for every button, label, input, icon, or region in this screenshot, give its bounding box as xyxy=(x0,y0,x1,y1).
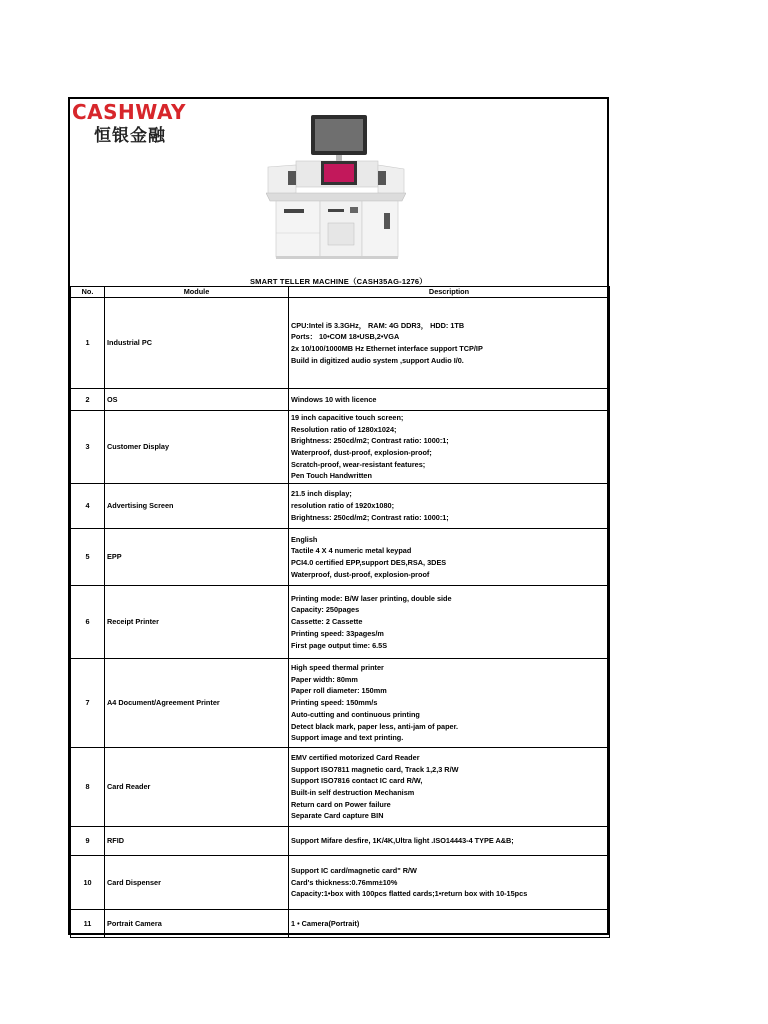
description-line: Pen Touch Handwritten xyxy=(291,471,372,481)
description-line: Paper width: 80mm xyxy=(291,674,358,684)
row-number: 4 xyxy=(71,484,105,529)
description-line: Paper roll diameter: 150mm xyxy=(291,686,387,696)
module-description xyxy=(289,856,610,910)
module-description xyxy=(289,529,610,586)
table-row xyxy=(71,910,610,938)
row-number: 9 xyxy=(71,827,105,856)
table-row xyxy=(71,659,610,748)
description-line: Support IC card/magnetic card" R/W xyxy=(291,865,417,875)
description-line: CPU:Intel i5 3.3GHz， RAM: 4G DDR3， HDD: 1TB xyxy=(291,320,465,330)
description-line: Build in digitized audio system ,support Audio I/0. xyxy=(291,355,464,365)
description-line: First page output time: 6.5S xyxy=(291,640,388,650)
row-number: 10 xyxy=(71,856,105,910)
table-row xyxy=(71,856,610,910)
module-name: Portrait Camera xyxy=(105,910,289,938)
spec-table xyxy=(70,286,610,938)
table-row xyxy=(71,411,610,484)
row-number: 2 xyxy=(71,389,105,411)
module-description xyxy=(289,827,610,856)
table-row xyxy=(71,827,610,856)
column-header-module: Module xyxy=(105,287,289,298)
table-row xyxy=(71,298,610,389)
description-line: Capacity:1•box with 100pcs flatted cards;1•return box with 10-15pcs xyxy=(291,889,528,899)
description-line: Brightness: 250cd/m2; Contrast ratio: 1000:1; xyxy=(291,436,449,446)
row-number: 6 xyxy=(71,586,105,659)
module-name: RFID xyxy=(105,827,289,856)
row-number: 3 xyxy=(71,411,105,484)
module-description xyxy=(289,910,610,938)
table-header-row xyxy=(71,287,610,298)
table-row xyxy=(71,586,610,659)
table-row xyxy=(71,389,610,411)
description-line: Resolution ratio of 1280x1024; xyxy=(291,424,397,434)
description-line: English xyxy=(291,534,318,544)
row-number: 11 xyxy=(71,910,105,938)
description-line: Detect black mark, paper less, anti-jam of paper. xyxy=(291,721,459,731)
module-description xyxy=(289,298,610,389)
product-image xyxy=(266,113,406,261)
column-header-no: No. xyxy=(71,287,105,298)
description-line: Waterproof, dust-proof, explosion-proof xyxy=(291,569,430,579)
module-name: Customer Display xyxy=(105,411,289,484)
description-line: Printing speed: 150mm/s xyxy=(291,698,378,708)
description-line: Capacity: 250pages xyxy=(291,605,360,615)
description-line: Ports： 10•COM 18•USB,2•VGA xyxy=(291,332,400,342)
module-name: Industrial PC xyxy=(105,298,289,389)
description-line: Windows 10 with licence xyxy=(291,394,377,404)
module-description xyxy=(289,389,610,411)
module-description xyxy=(289,659,610,748)
table-row xyxy=(71,529,610,586)
module-name: Advertising Screen xyxy=(105,484,289,529)
module-name: EPP xyxy=(105,529,289,586)
description-line: 19 inch capacitive touch screen; xyxy=(291,412,404,422)
brand-logo: CASHWAY xyxy=(72,100,187,124)
description-line: Support image and text printing. xyxy=(291,733,404,743)
description-line: Waterproof, dust-proof, explosion-proof; xyxy=(291,448,432,457)
module-name: A4 Document/Agreement Printer xyxy=(105,659,289,748)
description-line: EMV certified motorized Card Reader xyxy=(291,752,420,762)
description-line: Auto-cutting and continuous printing xyxy=(291,709,420,719)
row-number: 5 xyxy=(71,529,105,586)
row-number: 1 xyxy=(71,298,105,389)
column-header-description: Description xyxy=(289,287,610,298)
row-number: 8 xyxy=(71,748,105,827)
description-line: Scratch-proof, wear-resistant features; xyxy=(291,459,426,469)
module-name: Receipt Printer xyxy=(105,586,289,659)
module-name: Card Reader xyxy=(105,748,289,827)
table-row xyxy=(71,484,610,529)
description-line: Card's thickness:0.76mm±10% xyxy=(291,877,398,887)
description-line: Support ISO7811 magnetic card, Track 1,2,3 R/W xyxy=(291,764,459,774)
module-name: OS xyxy=(105,389,289,411)
module-description xyxy=(289,411,610,484)
module-description xyxy=(289,748,610,827)
description-line: Separate Card capture BIN xyxy=(291,811,384,821)
description-line: Support Mifare desfire, 1K/4K,Ultra light .ISO14443-4 TYPE A&B; xyxy=(291,836,514,846)
description-line: Support ISO7816 contact IC card R/W, xyxy=(291,776,423,786)
row-number: 7 xyxy=(71,659,105,748)
description-line: 2x 10/100/1000MB Hz Ethernet interface support TCP/IP xyxy=(291,344,483,353)
module-description xyxy=(289,484,610,529)
description-line: Printing mode: B/W laser printing, double side xyxy=(291,593,452,603)
description-line: PCI4.0 certified EPP,support DES,RSA, 3DES xyxy=(291,558,447,567)
spec-sheet xyxy=(68,97,609,935)
module-description xyxy=(289,586,610,659)
description-line: Cassette: 2 Cassette xyxy=(291,617,363,627)
module-name: Card Dispenser xyxy=(105,856,289,910)
description-line: Printing speed: 33pages/m xyxy=(291,628,384,638)
description-line: High speed thermal printer xyxy=(291,663,384,673)
description-line: 21.5 inch display; xyxy=(291,489,352,499)
table-row xyxy=(71,748,610,827)
sheet-header xyxy=(70,99,607,286)
description-line: Tactile 4 X 4 numeric metal keypad xyxy=(291,546,412,556)
description-line: 1 • Camera(Portrait) xyxy=(291,918,360,928)
description-line: Return card on Power failure xyxy=(291,799,391,809)
product-title: SMART TELLER MACHINE（CASH35AG-1276） xyxy=(249,277,428,286)
brand-logo-chinese: 恒银金融 xyxy=(94,126,166,146)
description-line: Brightness: 250cd/m2; Contrast ratio: 1000:1; xyxy=(291,512,449,522)
description-line: resolution ratio of 1920x1080; xyxy=(291,501,395,511)
description-line: Built-in self destruction Mechanism xyxy=(291,788,415,797)
